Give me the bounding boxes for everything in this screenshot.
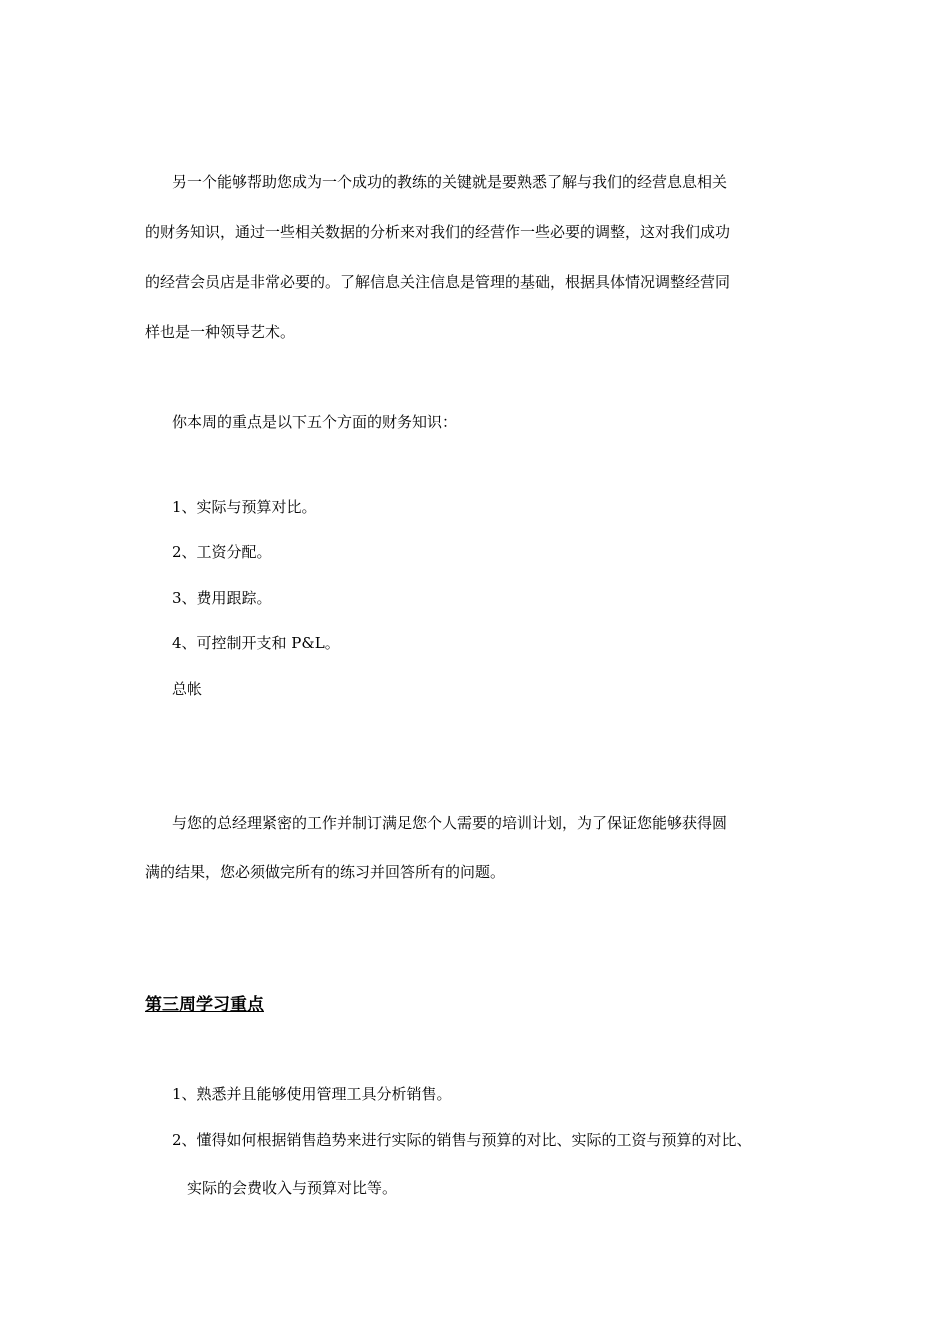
list-item: 2、懂得如何根据销售趋势来进行实际的销售与预算的对比、实际的工资与预算的对比、 [172, 1131, 752, 1149]
list-item: 3、费用跟踪。 [172, 589, 272, 607]
focus-intro: 你本周的重点是以下五个方面的财务知识： [172, 413, 458, 431]
list-item-continuation: 实际的会费收入与预算对比等。 [187, 1179, 398, 1197]
list-item: 1、熟悉并且能够使用管理工具分析销售。 [172, 1085, 452, 1103]
list-item: 2、工资分配。 [172, 543, 272, 561]
intro-line-1: 另一个能够帮助您成为一个成功的教练的关键就是要熟悉了解与我们的经营息息相关 [172, 173, 728, 191]
intro-line-4: 样也是一种领导艺术。 [145, 323, 296, 341]
section-heading: 第三周学习重点 [145, 995, 264, 1015]
list-item: 总帐 [172, 680, 203, 698]
intro-line-3: 的经营会员店是非常必要的。了解信息关注信息是管理的基础，根据具体情况调整经营同 [145, 273, 731, 291]
plan-line-2: 满的结果，您必须做完所有的练习并回答所有的问题。 [145, 863, 506, 881]
list-item: 1、实际与预算对比。 [172, 498, 317, 516]
list-item: 4、可控制开支和 P&L。 [172, 634, 340, 652]
intro-line-2: 的财务知识，通过一些相关数据的分析来对我们的经营作一些必要的调整，这对我们成功 [145, 223, 731, 241]
plan-line-1: 与您的总经理紧密的工作并制订满足您个人需要的培训计划，为了保证您能够获得圆 [172, 814, 728, 832]
